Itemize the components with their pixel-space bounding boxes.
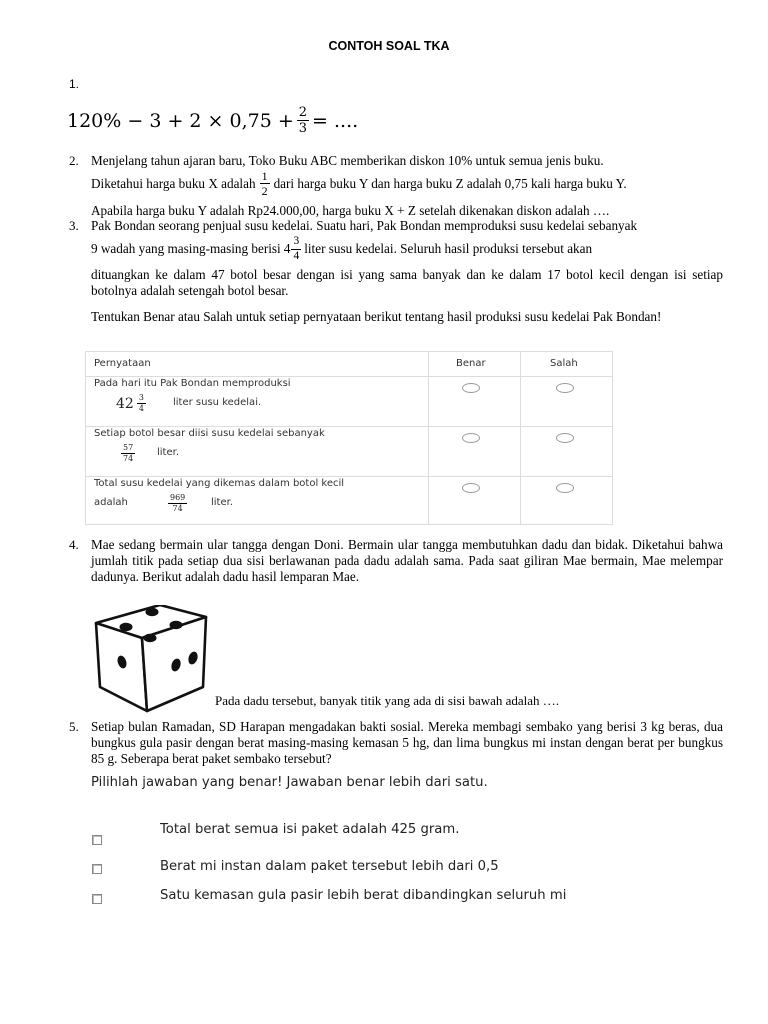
fraction-numerator: 1	[261, 169, 268, 183]
table-row	[86, 376, 612, 427]
question-3-instruction: Tentukan Benar atau Salah untuk setiap pernyataan berikut tentang hasil produksi susu kedelai Pak Bondan!	[91, 309, 662, 324]
question-2-number: 2.	[69, 153, 79, 168]
fraction	[121, 444, 135, 463]
statement-suffix: liter.	[157, 447, 180, 458]
question-2-text-b: dari harga buku Y dan harga buku Z adalah 0,75 kali harga buku Y.	[273, 175, 627, 191]
table-row	[86, 476, 612, 525]
question-2-line-1: Menjelang tahun ajaran baru, Toko Buku ABC memberikan diskon 10% untuk semua jenis buku.	[91, 153, 604, 168]
mixed-whole: 42	[116, 395, 134, 412]
option-3-label: Satu kemasan gula pasir lebih berat dibandingkan seluruh mi	[160, 888, 567, 903]
question-5-instruction: Pilihlah jawaban yang benar! Jawaban benar lebih dari satu.	[91, 775, 488, 790]
fraction-two-thirds	[297, 106, 309, 135]
page-title: CONTOH SOAL TKA	[328, 39, 450, 53]
question-4-number: 4.	[69, 537, 79, 552]
radio-true[interactable]	[462, 483, 480, 493]
radio-false[interactable]	[556, 483, 574, 493]
radio-false[interactable]	[556, 433, 574, 443]
question-1-number: 1.	[69, 77, 80, 91]
question-4-text: Mae sedang bermain ular tangga dengan Doni. Bermain ular tangga membutuhkan dadu dan bidak. Diketahui bahwa jumlah titik pada setiap dua sisi berlawanan pada dadu adalah sama. Pada saat giliran Mae bermain, Mae melempar dadunya. Berikut adalah dadu hasil lemparan Mae.	[91, 537, 723, 584]
radio-true[interactable]	[462, 383, 480, 393]
radio-true[interactable]	[462, 433, 480, 443]
question-1-expression	[67, 106, 358, 135]
fraction-numerator: 969	[170, 493, 186, 502]
fraction	[168, 494, 187, 513]
option-3-checkbox[interactable]	[92, 894, 102, 904]
option-1-label: Total berat semua isi paket adalah 425 gram.	[160, 822, 460, 837]
dice-image	[90, 605, 210, 713]
fraction-numerator: 57	[123, 443, 134, 452]
fraction-denominator: 3	[298, 121, 308, 136]
statement-suffix: liter.	[211, 497, 234, 508]
question-2-line-3: Apabila harga buku Y adalah Rp24.000,00, harga buku X + Z setelah dikenakan diskon adalah ….	[91, 203, 610, 218]
mixed-fraction	[291, 236, 301, 262]
mixed-number-42-3-4	[116, 394, 149, 413]
statement-text: Pada hari itu Pak Bondan memproduksi	[94, 378, 291, 389]
fraction-denominator: 74	[172, 504, 183, 513]
table-row	[86, 426, 612, 477]
question-5-text: Setiap bulan Ramadan, SD Harapan mengadakan bakti sosial. Mereka membagi sembako yang berisi 3 kg beras, dua bungkus gula pasir dengan berat masing-masing kemasan 5 hg, dan lima bungkus mi instan dengan berat per bungkus 85 g. Seberapa berat paket sembako tersebut?	[91, 719, 723, 766]
fraction-denominator: 4	[138, 404, 144, 413]
statement-suffix: liter susu kedelai.	[173, 397, 262, 408]
question-3-line-2	[91, 236, 592, 262]
dice-pip	[144, 634, 157, 642]
fraction-numerator: 2	[298, 105, 308, 120]
fraction-numerator: 3	[291, 236, 301, 250]
option-2-label: Berat mi instan dalam paket tersebut lebih dari 0,5	[160, 859, 499, 874]
statement-text: Setiap botol besar diisi susu kedelai sebanyak	[94, 428, 325, 439]
statement-text: Total susu kedelai yang dikemas dalam botol kecil	[94, 478, 345, 489]
header-statement: Pernyataan	[94, 358, 151, 369]
fraction-denominator: 2	[261, 184, 268, 198]
question-3-text-a: 9 wadah yang masing-masing berisi	[91, 241, 281, 256]
question-2-text-a: Diketahui harga buku X adalah	[91, 175, 256, 191]
option-1-checkbox[interactable]	[92, 835, 102, 845]
fraction-denominator: 4	[293, 249, 300, 262]
fraction-969-74	[165, 494, 190, 513]
question-3-text-b: liter susu kedelai. Seluruh hasil produksi tersebut akan	[304, 241, 593, 256]
question-2-line-2	[91, 170, 627, 197]
dice-pip	[170, 621, 183, 629]
expression-right: = ....	[312, 109, 359, 132]
expression-left: 120% − 3 + 2 × 0,75 +	[67, 109, 294, 132]
question-5-number: 5.	[69, 719, 79, 734]
mixed-whole: 4	[283, 241, 291, 256]
fraction-one-half	[260, 170, 270, 197]
radio-false[interactable]	[556, 383, 574, 393]
mixed-number-4-3-4	[284, 236, 302, 262]
mixed-fraction	[137, 394, 146, 413]
question-3-line-3: dituangkan ke dalam 47 botol besar dengan isi yang sama banyak dan ke dalam 17 botol kecil dengan isi setiap botolnya adalah setengah botol besar.	[91, 267, 723, 298]
header-false: Salah	[550, 358, 578, 369]
fraction-denominator: 74	[123, 454, 134, 463]
fraction-numerator: 3	[138, 393, 144, 402]
fraction-57-74	[118, 444, 138, 463]
question-3-line-1: Pak Bondan seorang penjual susu kedelai. Suatu hari, Pak Bondan memproduksi susu kedelai sebanyak	[91, 218, 638, 233]
dice-pip	[146, 608, 159, 616]
statement-prefix: adalah	[94, 497, 128, 508]
dice-caption: Pada dadu tersebut, banyak titik yang ada di sisi bawah adalah ….	[215, 693, 560, 708]
question-3-number: 3.	[69, 218, 79, 233]
header-true: Benar	[456, 358, 486, 369]
dice-pip	[120, 623, 133, 631]
true-false-table	[85, 351, 613, 525]
option-2-checkbox[interactable]	[92, 864, 102, 874]
